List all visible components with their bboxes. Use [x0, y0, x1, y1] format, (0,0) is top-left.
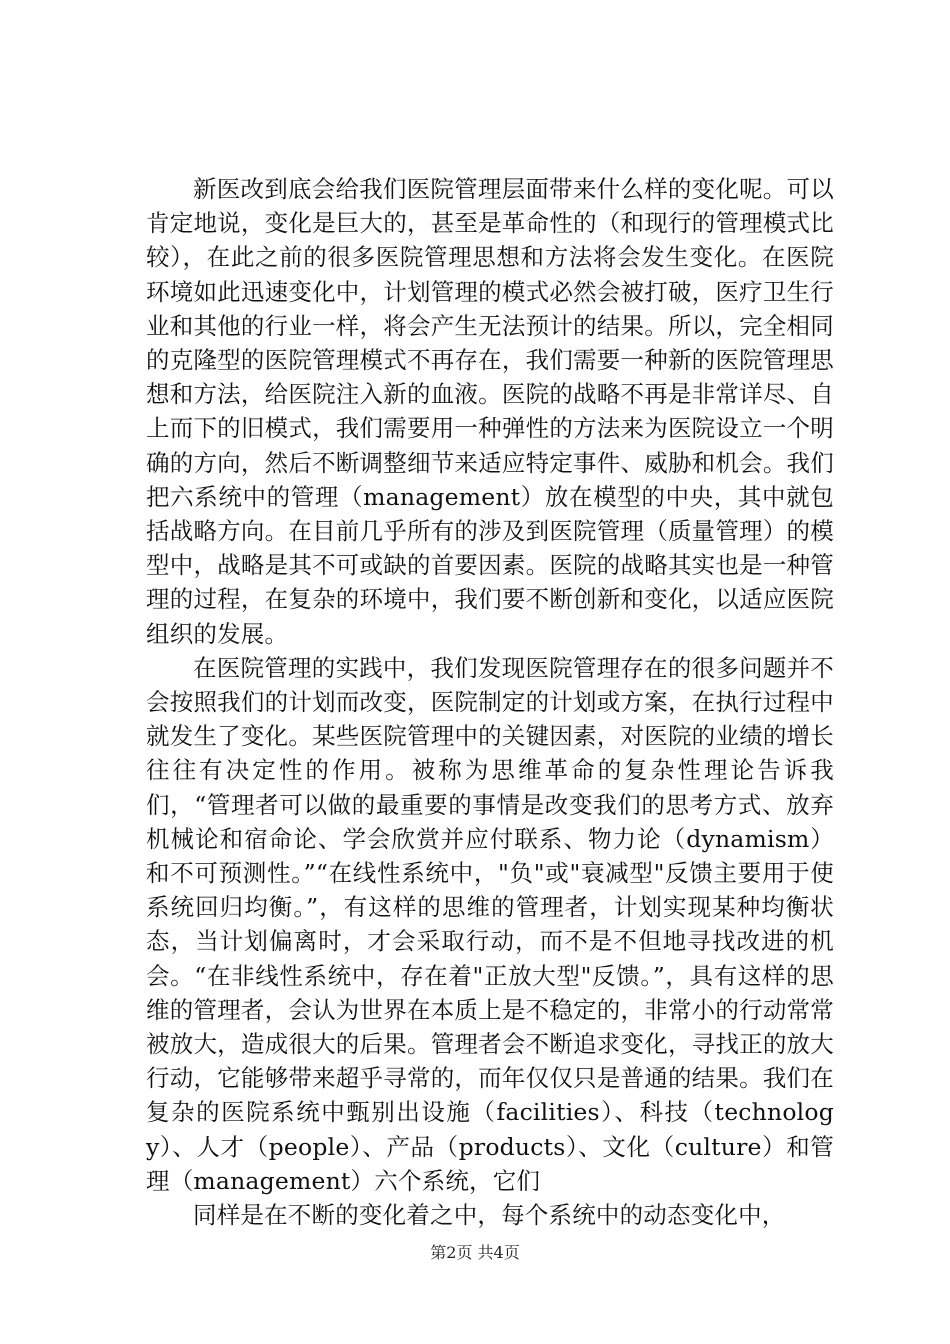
- page-footer: 第2页 共4页: [430, 1243, 520, 1262]
- paragraph-1: 新医改到底会给我们医院管理层面带来什么样的变化呢。可以肯定地说，变化是巨大的，甚至是革命性的（和现行的管理模式比较），在此之前的很多医院管理思想和方法将会发生变化。在医院环境如此迅速变化中，计划管理的模式必然会被打破，医疗卫生行业和其他的行业一样，将会产生无法预计的结果。所以，完全相同的克隆型的医院管理模式不再存在，我们需要一种新的医院管理思想和方法，给医院注入新的血液。医院的战略不再是非常详尽、自上而下的旧模式，我们需要用一种弹性的方法来为医院设立一个明确的方向，然后不断调整细节来适应特定事件、威胁和机会。我们把六系统中的管理（management）放在模型的中央，其中就包括战略方向。在目前几乎所有的涉及到医院管理（质量管理）的模型中，战略是其不可或缺的首要因素。医院的战略其实也是一种管理的过程，在复杂的环境中，我们要不断创新和变化，以适应医院组织的发展。: [146, 175, 834, 648]
- paragraph-3: 同样是在不断的变化着之中，每个系统中的动态变化中，: [193, 1201, 786, 1230]
- paragraph-2: 在医院管理的实践中，我们发现医院管理存在的很多问题并不会按照我们的计划而改变，医院制定的计划或方案，在执行过程中就发生了变化。某些医院管理中的关键因素，对医院的业绩的增长往往有决定性的作用。被称为思维革命的复杂性理论告诉我们，“管理者可以做的最重要的事情是改变我们的思考方式、放弃机械论和宿命论、学会欣赏并应付联系、物力论（dynamism）和不可预测性。”“在线性系统中，"负"或"衰减型"反馈主要用于使系统回归均衡。”，有这样的思维的管理者，计划实现某种均衡状态，当计划偏离时，才会采取行动，而不是不但地寻找改进的机会。“在非线性系统中，存在着"正放大型"反馈。”，具有这样的思维的管理者，会认为世界在本质上是不稳定的，非常小的行动常常被放大，造成很大的后果。管理者会不断追求变化，寻找正的放大行动，它能够带来超乎寻常的，而年仅仅只是普通的结果。我们在复杂的医院系统中甄别出设施（facilities）、科技（technology）、人才（people）、产品（products）、文化（culture）和管理（management）六个系统，它们: [146, 653, 834, 1195]
- body-text: [146, 172, 834, 1232]
